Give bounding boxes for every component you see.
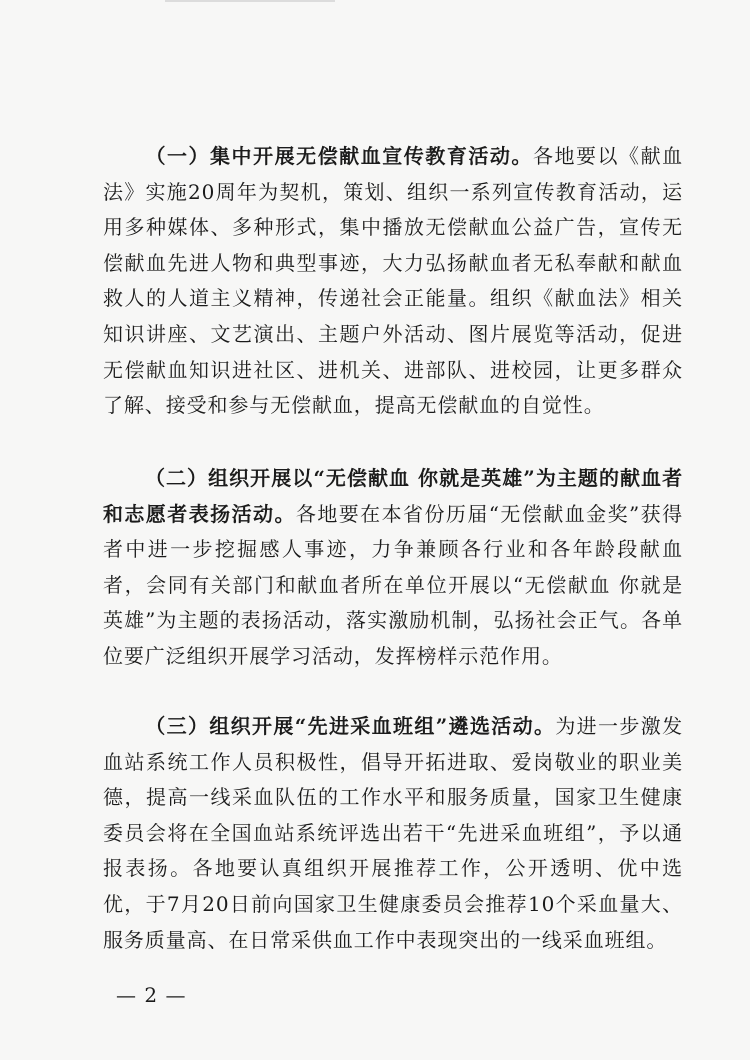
paragraph-2 [103, 461, 683, 675]
paragraph-2-heading: （二）组织开展以“无偿献血 你就是英雄”为主题的献血者和志愿者表扬活动。 [103, 466, 683, 526]
paragraph-2-body: 各地要在本省份历届“无偿献血金奖”获得者中进一步挖掘感人事迹，力争兼顾各行业和各年龄段献血者，会同有关部门和献血者所在单位开展以“无偿献血 你就是英雄”为主题的表扬活动，落实激励机制，弘扬社会正气。各单位要广泛组织开展学习活动，发挥榜样示范作用。 [103, 501, 683, 668]
paragraph-3 [103, 709, 683, 958]
paragraph-1-body: 各地要以《献血法》实施20周年为契机，策划、组织一系列宣传教育活动，运用多种媒体、多种形式，集中播放无偿献血公益广告，宣传无偿献血先进人物和典型事迹，大力弘扬献血者无私奉献和献血救人的人道主义精神，传递社会正能量。组织《献血法》相关知识讲座、文艺演出、主题户外活动、图片展览等活动，促进无偿献血知识进社区、进机关、进部队、进校园，让更多群众了解、接受和参与无偿献血，提高无偿献血的自觉性。 [103, 144, 683, 418]
scan-edge-mark [165, 0, 335, 2]
paragraph-1 [103, 139, 683, 424]
paragraph-3-heading: （三）组织开展“先进采血班组”遴选活动。 [144, 714, 556, 738]
page-number: — 2 — [116, 983, 187, 1007]
paragraph-1-heading: （一）集中开展无偿献血宣传教育活动。 [144, 144, 533, 168]
paragraph-3-body: 为进一步激发血站系统工作人员积极性，倡导开拓进取、爱岗敬业的职业美德，提高一线采血队伍的工作水平和服务质量，国家卫生健康委员会将在全国血站系统评选出若干“先进采血班组”，予以通报表扬。各地要认真组织开展推荐工作，公开透明、优中选优，于7月20日前向国家卫生健康委员会推荐10个采血量大、服务质量高、在日常采供血工作中表现突出的一线采血班组。 [103, 714, 683, 952]
